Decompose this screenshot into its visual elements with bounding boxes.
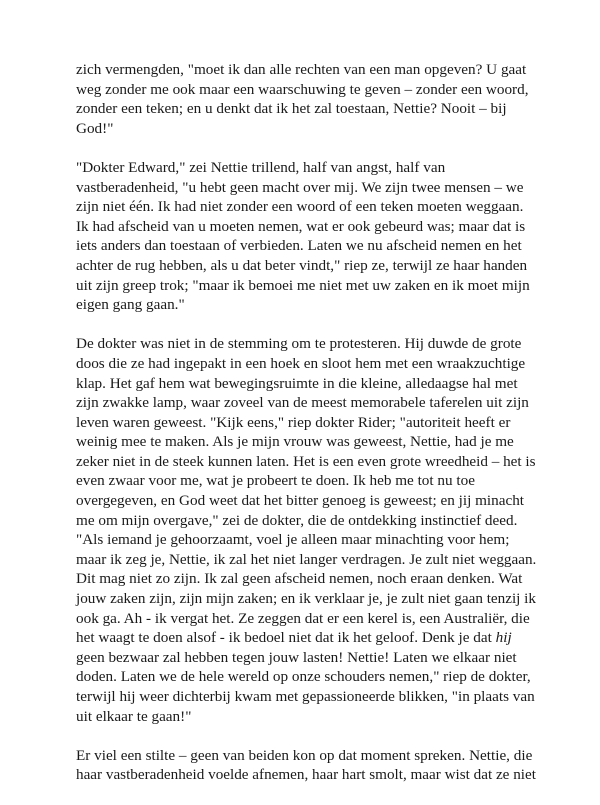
text-line: even zwaar voor me, wat je probeert te doen. Ik heb me tot nu toe	[76, 472, 475, 490]
text-line: Dit mag niet zo zijn. Ik zal geen afscheid nemen, noch eraan denken. Wat	[76, 570, 523, 588]
text-line: klap. Het gaf hem wat bewegingsruimte in die kleine, alledaagse hal met	[76, 374, 518, 392]
text-line: maar ik zeg je, Nettie, ik zal het niet langer verdragen. Je zult niet weggaan.	[76, 550, 537, 568]
text-line: De dokter was niet in de stemming om te protesteren. Hij duwde de grote	[76, 335, 522, 353]
text-line: zijn zwakke lamp, waar zoveel van de meest memorabele taferelen uit zijn	[76, 394, 529, 412]
text-line: "Dokter Edward," zei Nettie trillend, half van angst, half van	[76, 158, 446, 176]
text-line: achter de rug hebben, als u dat beter vindt," riep ze, terwijl ze haar handen	[76, 256, 528, 274]
text-line: haar vastberadenheid voelde afnemen, haar hart smolt, maar wist dat ze niet	[76, 766, 536, 784]
text-line: uit elkaar te gaan!"	[76, 707, 192, 725]
paragraph-1	[76, 60, 536, 138]
emphasis: hij	[495, 629, 512, 647]
text-line: weg zonder me ook maar een waarschuwing te geven – zonder een woord,	[76, 80, 529, 98]
text-line: zijn niet één. Ik had niet zonder een woord of een teken moeten weggaan.	[76, 198, 524, 216]
document-page	[76, 60, 536, 805]
text-line: God!"	[76, 119, 114, 137]
text-line: me om mijn overgave," zei de dokter, die de ontdekking instinctief deed.	[76, 511, 518, 529]
text-line: doden. Laten we de hele wereld op onze schouders nemen," riep de dokter,	[76, 668, 531, 686]
text-line: vastberadenheid, "u hebt geen macht over mij. We zijn twee mensen – we	[76, 178, 524, 196]
paragraph-2	[76, 158, 536, 315]
text-line: iets anders dan toestaan of verbieden. Laten we nu afscheid nemen en het	[76, 237, 522, 255]
text-line: zeker niet in de steek kunnen laten. Het is een even grote wreedheid – het is	[76, 452, 536, 470]
text-line: uit zijn greep trok; "maar ik bemoei me niet met uw zaken en ik moet mijn	[76, 276, 530, 294]
text-line: "Als iemand je gehoorzaamt, voel je alleen maar minachting voor hem;	[76, 531, 510, 549]
paragraph-3	[76, 334, 536, 726]
text-line: geen bezwaar zal hebben tegen jouw lasten! Nettie! Laten we elkaar niet	[76, 648, 517, 666]
text-line: jouw zaken zijn, zijn mijn zaken; en ik verklaar je, je zult niet gaan tenzij ik	[76, 590, 536, 608]
text-line: zich vermengden, "moet ik dan alle rechten van een man opgeven? U gaat	[76, 61, 527, 78]
text-line: Er viel een stilte – geen van beiden kon op dat moment spreken. Nettie, die	[76, 746, 533, 764]
text-line: ook ga. Ah - ik vergat het. Ze zeggen dat er een kerel is, een Australiër, die	[76, 609, 530, 627]
text-line: overgegeven, en God weet dat het bitter genoeg is geweest; en jij minacht	[76, 492, 525, 510]
text-line: doos die ze had ingepakt in een hoek en sloot hem met een wraakzuchtige	[76, 354, 526, 372]
paragraph-4	[76, 746, 536, 785]
text-line: weinig mee te maken. Als je mijn vrouw was geweest, Nettie, had je me	[76, 433, 514, 451]
text-line: terwijl hij weer dichterbij kwam met gepassioneerde blikken, "in plaats van	[76, 688, 535, 705]
text-line: zonder een teken; en u denkt dat ik het zal toestaan, Nettie? Nooit – bij	[76, 100, 507, 118]
text-line: Ik had afscheid van u moeten nemen, wat er ook gebeurd was; maar dat is	[76, 217, 526, 235]
text-line: leven waren geweest. "Kijk eens," riep dokter Rider; "autoriteit heeft er	[76, 413, 511, 431]
text-line: eigen gang gaan."	[76, 296, 185, 314]
text-line: het waagt te doen alsof - ik bedoel niet dat ik het geloof. Denk je dat hij	[76, 629, 512, 647]
